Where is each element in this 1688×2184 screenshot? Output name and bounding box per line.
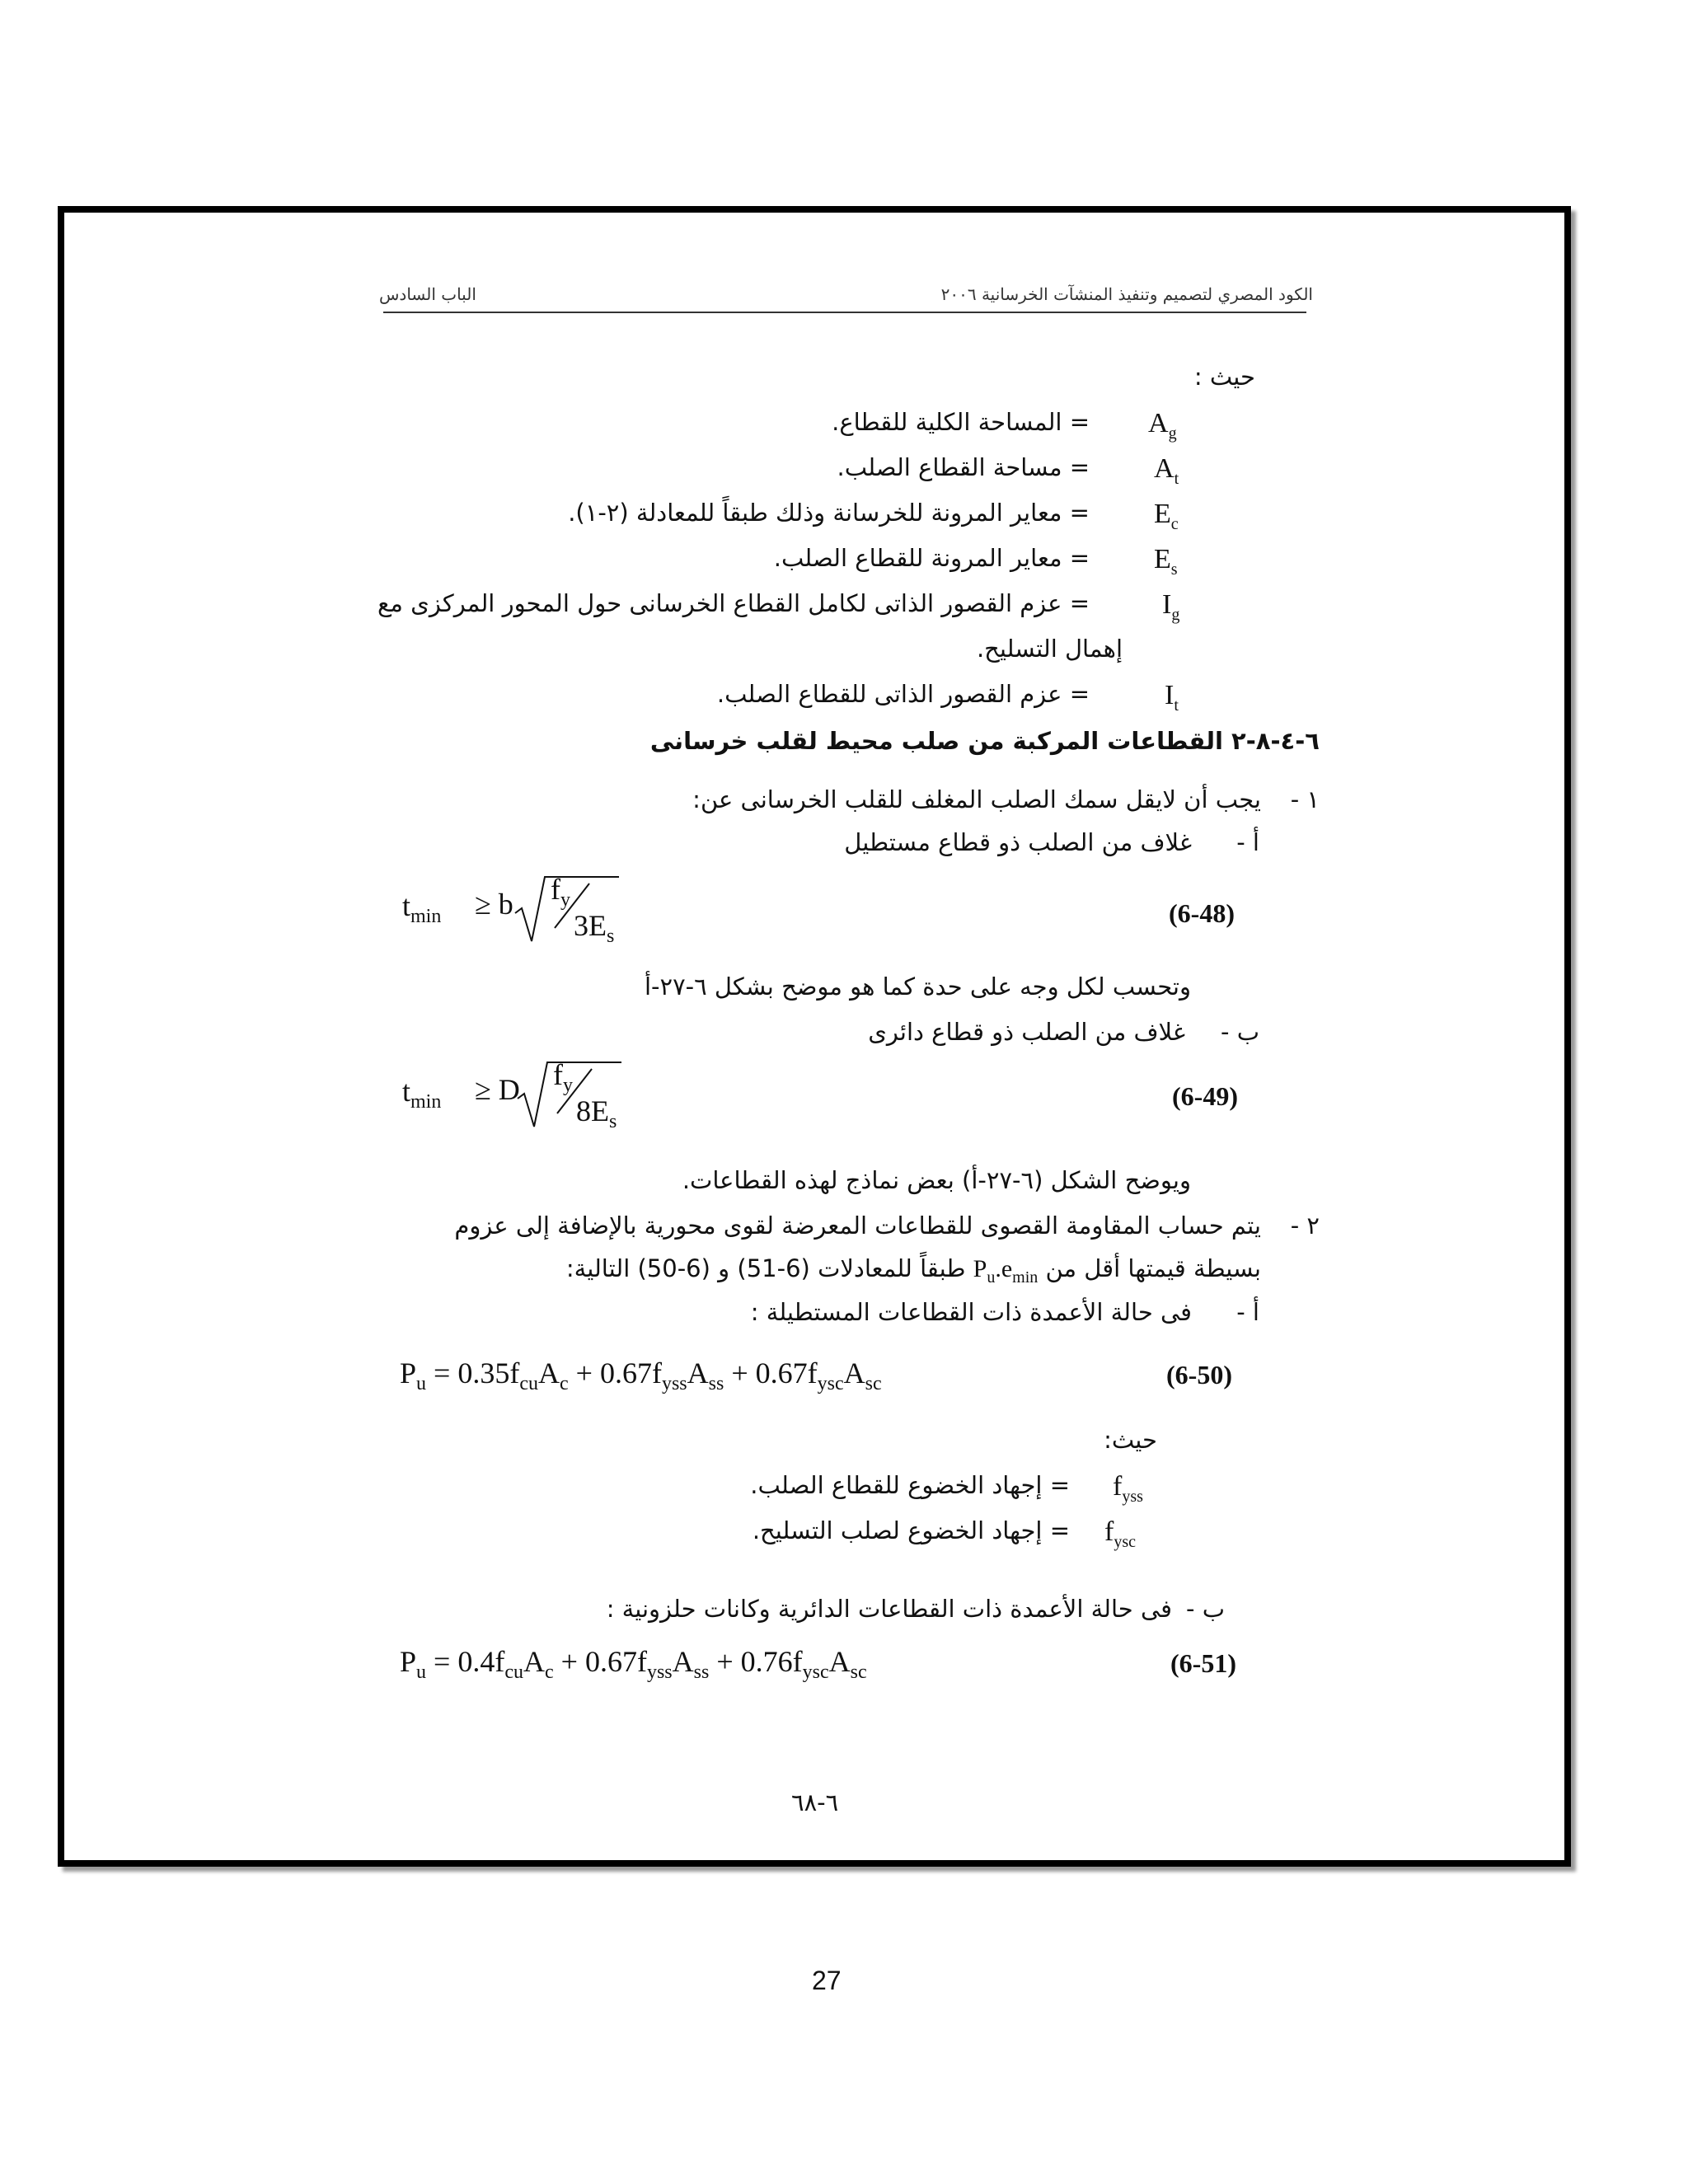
item1-note1: وتحسب لكل وجه على حدة كما هو موضح بشكل ٦-٢٧-أ	[644, 972, 1191, 1001]
equation-6-50: $P_u = 0.35f_{cu}A_c + 0.67f_{yss}A_{ss} + 0.67f_{ysc}A_{sc}$	[400, 1357, 882, 1395]
item2-a-label: أ -	[1236, 1298, 1259, 1326]
item1-marker: ١ -	[1290, 785, 1320, 813]
eq-number-6-51: (6-51)	[1170, 1648, 1236, 1678]
inner-page-number: ٦-٦٨	[791, 1788, 839, 1816]
item1-note2: ويوضح الشكل (٦-٢٧-أ) بعض نماذج لهذه القطاعات.	[682, 1166, 1191, 1194]
item2b-label: ب -	[1186, 1595, 1225, 1623]
item1-b-text: غلاف من الصلب ذو قطاع دائرى	[868, 1018, 1185, 1046]
item2b-text: فى حالة الأعمدة ذات القطاعات الدائرية وكانات حلزونية :	[606, 1595, 1172, 1623]
eq-number-6-48: (6-48)	[1169, 898, 1235, 928]
item1-a-label: أ -	[1236, 828, 1259, 856]
item1-text: يجب أن لايقل سمك الصلب المغلف للقلب الخرسانى عن:	[692, 785, 1261, 813]
where-label: حيث :	[1193, 363, 1255, 391]
def-symbol-fysc: $f_{ysc}$	[1104, 1516, 1136, 1551]
item2-line1: يتم حساب المقاومة القصوى للقطاعات المعرضة لقوى محورية بالإضافة إلى عزوم	[454, 1212, 1261, 1240]
item1-a-text: غلاف من الصلب ذو قطاع مستطيل	[844, 828, 1192, 856]
item1-b-label: ب -	[1221, 1018, 1259, 1046]
pu-emin: $P_u.e_{min}$	[973, 1255, 1039, 1286]
header-title: الكود المصري لتصميم وتنفيذ المنشآت الخرسانية ٢٠٠٦	[940, 284, 1313, 304]
def-text-ec: = معاير المرونة للخرسانة وذلك طبقاً للمعادلة (٢-١).	[568, 499, 1090, 527]
section-title: ٦-٤-٨-٢ القطاعات المركبة من صلب محيط لقلب خرسانى	[649, 727, 1320, 755]
def-symbol-fyss: $f_{yss}$	[1113, 1471, 1143, 1506]
def-text-fysc: = إجهاد الخضوع لصلب التسليح.	[752, 1516, 1070, 1544]
def-text-at: = مساحة القطاع الصلب.	[837, 453, 1090, 481]
def-symbol-at: $A_t$	[1154, 453, 1179, 488]
item2-line2: بسيطة قيمتها أقل من $P_u.e_{min}$ طبقاً للمعادلات (6-51) و (6-50) التالية:	[565, 1254, 1261, 1286]
item2-a-text: فى حالة الأعمدة ذات القطاعات المستطيلة :	[750, 1298, 1192, 1326]
def-text-ag: = المساحة الكلية للقطاع.	[832, 408, 1090, 436]
header-rule	[383, 312, 1306, 313]
def-text-es: = معاير المرونة للقطاع الصلب.	[773, 544, 1090, 572]
def-symbol-ag: $A_g$	[1148, 408, 1177, 443]
def-symbol-es: $E_s$	[1154, 544, 1178, 579]
equation-6-51: $P_u = 0.4f_{cu}A_c + 0.67f_{yss}A_{ss} + 0.76f_{ysc}A_{sc}$	[400, 1645, 867, 1684]
item2-marker: ٢ -	[1290, 1212, 1320, 1240]
page-number: 27	[812, 1966, 842, 1995]
def-symbol-ig: $I_g$	[1162, 589, 1180, 624]
header-chapter: الباب السادس	[379, 284, 476, 304]
def-symbol-ec: $E_c$	[1154, 499, 1179, 533]
def-text-ig-cont: إهمال التسليح.	[976, 635, 1123, 663]
def-symbol-it: $I_t$	[1165, 680, 1179, 715]
eq-number-6-49: (6-49)	[1172, 1081, 1238, 1111]
equation-6-48: $t_{min}$ ≥ b $f_y$ $3E_s$	[402, 872, 649, 946]
where-label-2: حيث:	[1104, 1426, 1157, 1454]
eq-number-6-50: (6-50)	[1166, 1360, 1232, 1390]
def-text-fyss: = إجهاد الخضوع للقطاع الصلب.	[750, 1471, 1070, 1499]
equation-6-49: $t_{min}$ ≥ D $f_y$ $8E_s$	[402, 1057, 649, 1132]
def-text-ig: = عزم القصور الذاتى لكامل القطاع الخرسانى حول المحور المركزى مع	[377, 589, 1090, 617]
def-text-it: = عزم القصور الذاتى للقطاع الصلب.	[716, 680, 1090, 708]
